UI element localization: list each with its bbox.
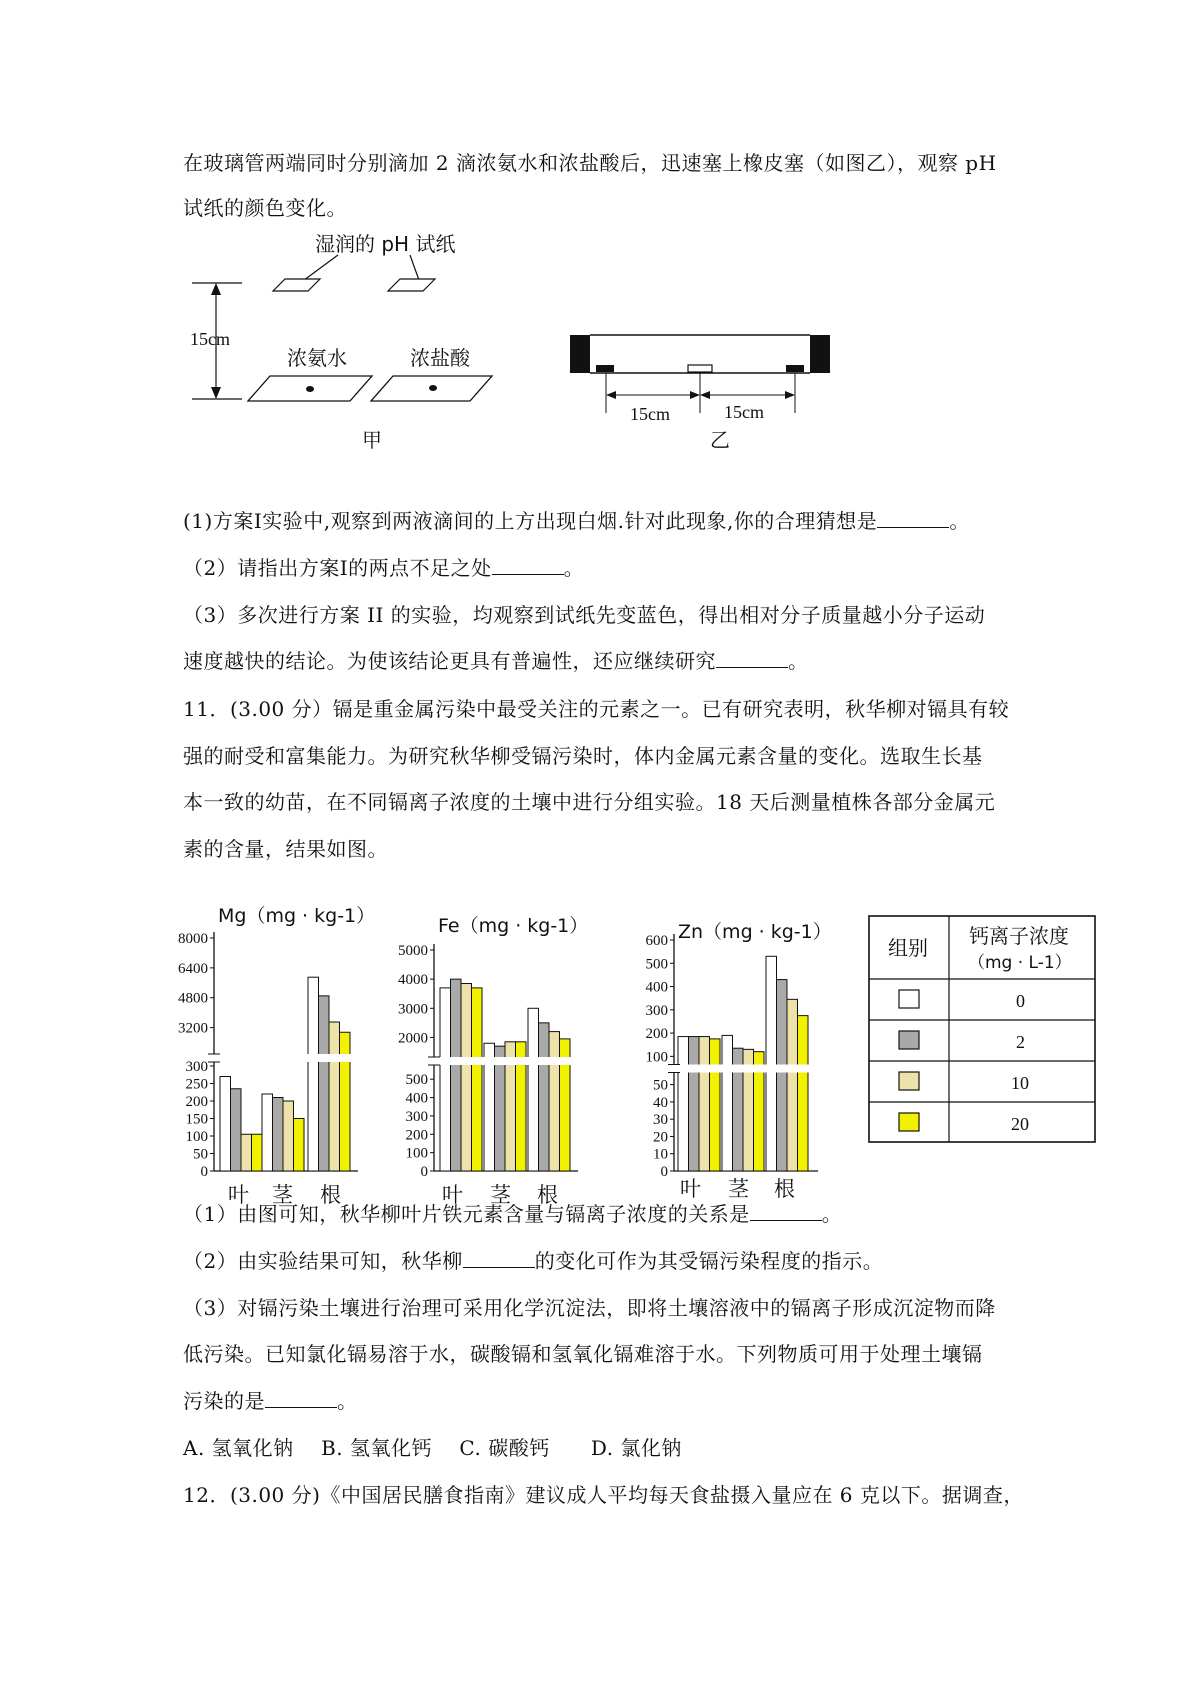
y-tick-label: 4000 bbox=[398, 972, 428, 989]
bar-根-0 bbox=[766, 956, 777, 1171]
bar-叶-0 bbox=[220, 1077, 231, 1172]
bar-根-10 bbox=[329, 1022, 340, 1171]
y-tick-label: 300 bbox=[405, 1108, 428, 1125]
chart-title: Fe（mg · kg-1） bbox=[438, 915, 589, 937]
drop-ammonia bbox=[306, 386, 314, 392]
ph-paper-right bbox=[388, 279, 435, 291]
axis-break bbox=[208, 1054, 358, 1062]
y-tick-label: 500 bbox=[645, 956, 668, 973]
y-tick-label: 300 bbox=[645, 1002, 668, 1019]
y-tick-label: 3000 bbox=[398, 1001, 428, 1018]
y-tick-label: 0 bbox=[420, 1164, 428, 1180]
y-tick-label: 6400 bbox=[178, 960, 208, 977]
bar-叶-2 bbox=[689, 1037, 700, 1171]
bar-茎-0 bbox=[722, 1035, 733, 1171]
intro-line-1: 在玻璃管两端同时分别滴加 2 滴浓氨水和浓盐酸后，迅速塞上橡皮塞（如图乙），观察 pH bbox=[183, 151, 997, 175]
bar-茎-10 bbox=[283, 1101, 294, 1171]
axis-break bbox=[428, 1057, 578, 1065]
y-tick-label: 250 bbox=[185, 1076, 208, 1093]
x-category-label: 茎 bbox=[728, 1177, 749, 1201]
experiment-figure bbox=[0, 225, 1200, 465]
caption-yi: 乙 bbox=[710, 428, 730, 452]
bar-根-20 bbox=[798, 1016, 809, 1171]
q11-line3: 本一致的幼苗，在不同镉离子浓度的土壤中进行分组实验。18 天后测量植株各部分金属元 bbox=[183, 790, 996, 814]
ammonia-label: 浓氨水 bbox=[287, 346, 347, 370]
y-tick-label: 200 bbox=[645, 1026, 668, 1043]
y-tick-label: 100 bbox=[645, 1049, 668, 1066]
y-tick-label: 20 bbox=[653, 1129, 668, 1146]
bar-根-0 bbox=[528, 1008, 539, 1171]
chart-mg bbox=[178, 880, 380, 1207]
y-tick-label: 500 bbox=[405, 1072, 428, 1089]
y-tick-label: 5000 bbox=[398, 943, 428, 959]
legend-swatch-0 bbox=[899, 990, 919, 1008]
ph-paper-left bbox=[273, 279, 320, 291]
y-tick-label: 8000 bbox=[178, 931, 208, 947]
legend-col1-header: 组别 bbox=[888, 936, 928, 960]
q10-part2: （2）请指出方案Ⅰ的两点不足之处 。 bbox=[183, 556, 585, 580]
q10-part3-line1: （3）多次进行方案 II 的实验，均观察到试纸先变蓝色，得出相对分子质量越小分子运动 bbox=[183, 603, 986, 627]
bar-根-0 bbox=[308, 977, 319, 1171]
height-label: 15cm bbox=[190, 329, 230, 349]
y-tick-label: 10 bbox=[653, 1146, 668, 1163]
y-tick-label: 200 bbox=[185, 1094, 208, 1110]
intro-line-2: 试纸的颜色变化。 bbox=[183, 196, 347, 220]
y-tick-label: 3200 bbox=[178, 1020, 208, 1037]
q11-options: A. 氢氧化钠 B. 氢氧化钙 C. 碳酸钙 D. 氯化钠 bbox=[183, 1436, 682, 1460]
bar-叶-2 bbox=[451, 979, 462, 1171]
bar-根-20 bbox=[340, 1032, 351, 1171]
bar-叶-10 bbox=[241, 1134, 252, 1171]
bar-叶-20 bbox=[472, 988, 483, 1171]
tube-right-length: 15cm bbox=[724, 402, 764, 422]
bar-叶-0 bbox=[678, 1037, 689, 1171]
y-tick-label: 300 bbox=[185, 1059, 208, 1075]
q11-sub2: （2）由实验结果可知，秋华柳 的变化可作为其受镉污染程度的指示。 bbox=[183, 1249, 884, 1273]
x-category-label: 茎 bbox=[490, 1183, 511, 1207]
q12-line1: 12．(3.00 分)《中国居民膳食指南》建议成人平均每天食盐摄入量应在 6 克以下。据调查， bbox=[183, 1483, 1024, 1507]
legend-value-10: 10 bbox=[1011, 1073, 1029, 1093]
q10-part1: (1)方案Ⅰ实验中,观察到两液滴间的上方出现白烟.针对此现象,你的合理猜想是 。 bbox=[183, 509, 970, 533]
x-category-label: 叶 bbox=[228, 1183, 249, 1207]
bar-叶-20 bbox=[710, 1039, 721, 1171]
chart-zn bbox=[640, 880, 850, 1201]
q11-sub3-line3: 污染的是 。 bbox=[183, 1389, 358, 1413]
stopper-left bbox=[570, 335, 590, 373]
hcl-label: 浓盐酸 bbox=[410, 346, 470, 370]
y-tick-label: 200 bbox=[405, 1127, 428, 1144]
bar-叶-10 bbox=[699, 1037, 710, 1171]
bar-叶-20 bbox=[252, 1134, 263, 1171]
y-tick-label: 50 bbox=[193, 1146, 208, 1163]
bar-根-10 bbox=[549, 1032, 560, 1171]
y-tick-label: 150 bbox=[185, 1111, 208, 1128]
bar-叶-2 bbox=[231, 1089, 242, 1171]
y-tick-label: 2000 bbox=[398, 1030, 428, 1047]
x-category-label: 茎 bbox=[272, 1183, 293, 1207]
legend-col2-unit: （mg · L-1） bbox=[968, 953, 1072, 973]
bar-根-2 bbox=[777, 980, 788, 1171]
q11-line2: 强的耐受和富集能力。为研究秋华柳受镉污染时，体内金属元素含量的变化。选取生长基 bbox=[183, 744, 983, 768]
bar-茎-0 bbox=[262, 1094, 273, 1171]
bar-叶-0 bbox=[440, 988, 451, 1171]
bar-根-2 bbox=[319, 996, 330, 1171]
legend-col2-header: 钙离子浓度 bbox=[969, 924, 1069, 948]
x-category-label: 叶 bbox=[680, 1177, 701, 1201]
paper-left bbox=[596, 365, 614, 372]
drop-hcl bbox=[429, 385, 437, 391]
x-category-label: 根 bbox=[774, 1177, 795, 1201]
y-tick-label: 100 bbox=[405, 1145, 428, 1162]
tube-left-length: 15cm bbox=[630, 404, 670, 424]
bar-根-10 bbox=[787, 999, 798, 1171]
bar-茎-20 bbox=[294, 1119, 305, 1172]
chart-title: Zn（mg · kg-1） bbox=[678, 921, 832, 943]
legend-table bbox=[868, 915, 1108, 1155]
y-tick-label: 4800 bbox=[178, 990, 208, 1007]
y-tick-label: 40 bbox=[653, 1094, 668, 1111]
x-category-label: 叶 bbox=[442, 1183, 463, 1207]
paper-center bbox=[688, 365, 712, 372]
x-category-label: 根 bbox=[320, 1183, 341, 1207]
legend-value-2: 2 bbox=[1016, 1032, 1025, 1052]
legend-value-0: 0 bbox=[1016, 991, 1025, 1011]
chart-title: Mg（mg · kg-1） bbox=[218, 905, 376, 927]
bar-茎-2 bbox=[273, 1098, 284, 1172]
legend-value-20: 20 bbox=[1011, 1114, 1029, 1134]
y-tick-label: 0 bbox=[660, 1164, 668, 1180]
y-tick-label: 100 bbox=[185, 1129, 208, 1145]
q11-sub1: （1）由图可知，秋华柳叶片铁元素含量与镉离子浓度的关系是 。 bbox=[183, 1202, 843, 1226]
chart-fe bbox=[398, 880, 610, 1207]
q11-line4: 素的含量，结果如图。 bbox=[183, 837, 388, 861]
legend-swatch-20 bbox=[899, 1113, 919, 1131]
bar-叶-10 bbox=[461, 984, 472, 1171]
y-tick-label: 400 bbox=[405, 1090, 428, 1107]
ph-paper-label: 湿润的 pH 试纸 bbox=[315, 232, 456, 256]
q11-sub3-line2: 低污染。已知氯化镉易溶于水，碳酸镉和氢氧化镉难溶于水。下列物质可用于处理土壤镉 bbox=[183, 1342, 983, 1366]
q11-line1: 11．(3.00 分）镉是重金属污染中最受关注的元素之一。已有研究表明，秋华柳对镉具有较 bbox=[183, 697, 1010, 721]
y-tick-label: 0 bbox=[200, 1164, 208, 1180]
axis-break bbox=[668, 1065, 818, 1073]
legend-swatch-2 bbox=[899, 1031, 919, 1049]
legend-swatch-10 bbox=[899, 1072, 919, 1090]
y-tick-label: 400 bbox=[645, 979, 668, 996]
y-tick-label: 30 bbox=[653, 1112, 668, 1129]
paper-right bbox=[786, 365, 804, 372]
bar-根-2 bbox=[539, 1023, 550, 1171]
q11-sub3-line1: （3）对镉污染土壤进行治理可采用化学沉淀法，即将土壤溶液中的镉离子形成沉淀物而降 bbox=[183, 1296, 996, 1320]
y-tick-label: 600 bbox=[645, 933, 668, 949]
stopper-right bbox=[810, 335, 830, 373]
y-tick-label: 50 bbox=[653, 1077, 668, 1094]
x-category-label: 根 bbox=[537, 1183, 558, 1207]
caption-jia: 甲 bbox=[362, 428, 382, 452]
q10-part3-line2: 速度越快的结论。为使该结论更具有普遍性，还应继续研究 。 bbox=[183, 649, 809, 673]
